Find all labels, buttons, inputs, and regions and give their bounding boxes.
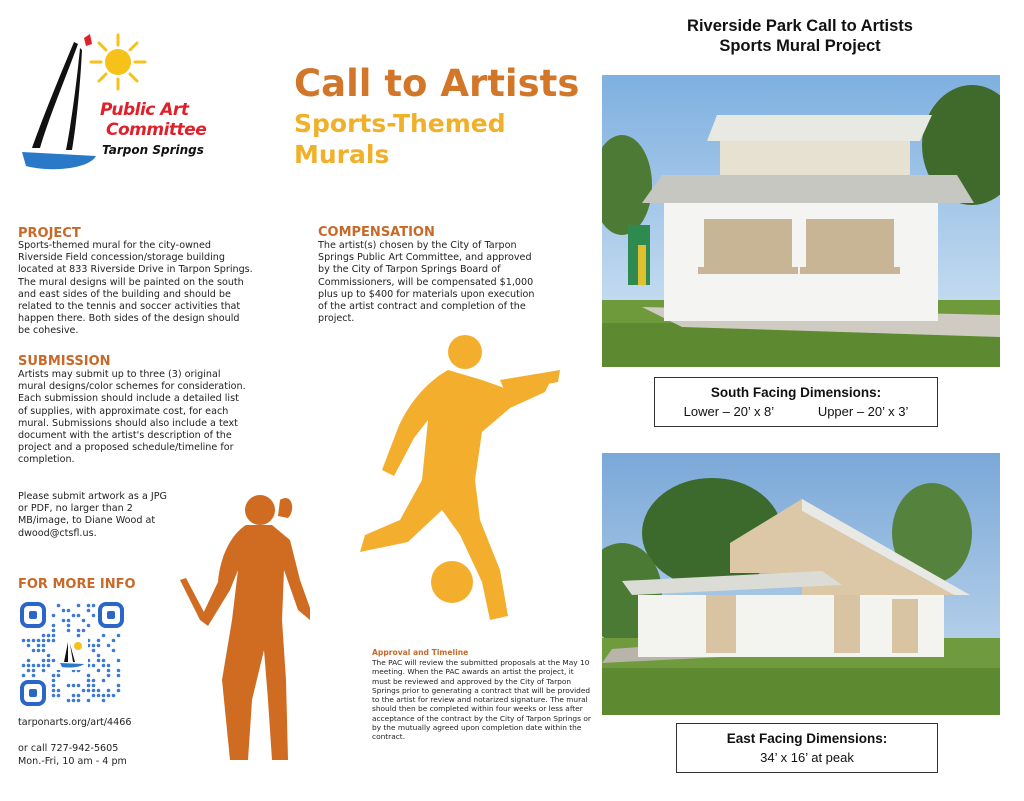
east-dimension-value: 34’ x 16’ at peak xyxy=(760,750,854,765)
hours-line: Mon.-Fri, 10 am - 4 pm xyxy=(18,756,127,767)
qr-code-icon xyxy=(18,600,126,708)
logo-line-2: Committee xyxy=(106,120,207,140)
right-title-line-1: Riverside Park Call to Artists xyxy=(687,17,913,35)
logo-line-1: Public Art xyxy=(100,100,189,120)
more-info-link[interactable]: tarponarts.org/art/4466 xyxy=(18,717,132,728)
east-dimensions-box xyxy=(676,723,938,773)
tennis-player-silhouette xyxy=(180,495,310,760)
submission-note: Please submit artwork as a JPG or PDF, no larger than 2 MB/image, to Diane Wood at dwood@ctsfl.us. xyxy=(18,491,167,539)
logo-line-3: Tarpon Springs xyxy=(102,143,204,157)
more-info-heading: FOR MORE INFO xyxy=(18,577,136,592)
compensation-heading: COMPENSATION xyxy=(318,225,435,240)
approval-body: The PAC will review the submitted proposals at the May 10 meeting. When the PAC awards an artist the project, it must be reviewed and approved by the City of Tarpon Springs prior to generating a contract that will be provided to the artist for review and notarized signature. The mural should then be completed within four weeks or less after acceptance of the contract by the City of Tarpon Springs or by the mutually agreed upon completion date within the contract. xyxy=(372,658,591,741)
compensation-body: The artist(s) chosen by the City of Tarpon Springs Public Art Committee, and approved by the City of Tarpon Springs Board of Commissioners, will be compensated $1,000 plus up to $400 for materials upon execution of the artist contract and completion of the project. xyxy=(318,240,535,325)
project-body: Sports-themed mural for the city-owned Riverside Field concession/storage building located at 833 Riverside Drive in Tarpon Springs. The mural designs will be painted on the south and east sides of the building and should be related to the tennis and soccer activities that happen there. Both sides of the design should be cohesive. xyxy=(18,240,253,337)
qr-code[interactable] xyxy=(18,600,126,708)
south-building-photo xyxy=(602,75,1000,367)
soccer-player-silhouette xyxy=(360,335,560,620)
right-title-line-2: Sports Mural Project xyxy=(719,37,881,55)
page-title: Call to Artists xyxy=(294,62,580,105)
submission-heading: SUBMISSION xyxy=(18,354,111,369)
south-upper-dimension: Upper – 20’ x 3’ xyxy=(817,404,909,419)
south-lower-dimension: Lower – 20’ x 8’ xyxy=(683,404,775,419)
east-dimensions-title: East Facing Dimensions: xyxy=(726,731,888,746)
south-dimensions-box xyxy=(654,377,938,427)
east-building-photo xyxy=(602,453,1000,715)
public-art-committee-logo xyxy=(18,30,218,180)
approval-heading: Approval and Timeline xyxy=(372,648,469,657)
phone-line: or call 727-942-5605 xyxy=(18,743,119,754)
south-dimensions-title: South Facing Dimensions: xyxy=(710,385,882,400)
submission-body: Artists may submit up to three (3) original mural designs/color schemes for consideration. Each submission should include a detailed list of supplies, with approximate cost, for each mural. Submissions should also include a text document with the artist's description of the project and a proposed schedule/timeline for completion. xyxy=(18,369,246,466)
project-heading: PROJECT xyxy=(18,226,81,241)
page-subtitle: Sports-Themed Murals xyxy=(294,109,506,170)
